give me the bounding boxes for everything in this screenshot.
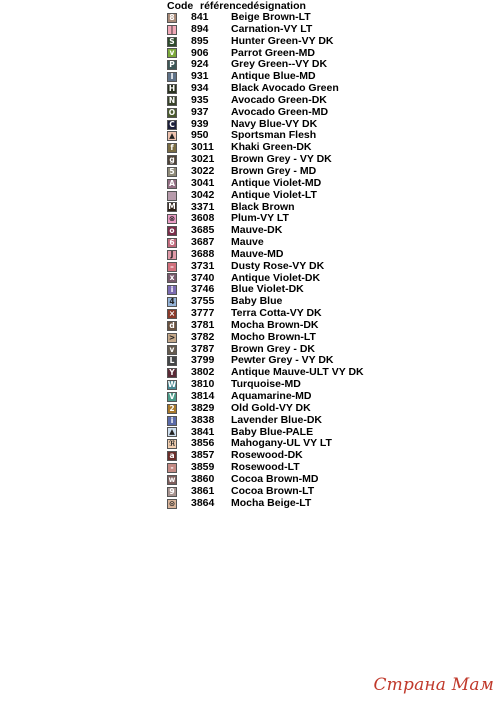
dmc-reference: 3838 xyxy=(191,413,215,426)
color-swatch-icon: 9 xyxy=(167,487,177,497)
color-swatch-icon: S xyxy=(167,37,177,47)
thread-designation: Aquamarine-MD xyxy=(231,390,312,402)
color-swatch-icon: H xyxy=(168,83,176,93)
dmc-reference: 3861 xyxy=(191,484,215,497)
color-swatch-icon: N xyxy=(168,95,176,105)
color-swatch-icon: o xyxy=(167,226,177,236)
dmc-reference: 3799 xyxy=(191,354,215,367)
legend-row xyxy=(165,95,405,107)
thread-designation: Carnation-VY LT xyxy=(231,22,313,35)
thread-designation: Plum-VY LT xyxy=(231,212,289,225)
color-swatch-icon xyxy=(167,191,177,201)
legend-row xyxy=(165,36,405,48)
thread-designation: Baby Blue-PALE xyxy=(231,425,314,438)
thread-designation: Mocha Brown-DK xyxy=(231,318,319,331)
color-swatch-icon: - xyxy=(167,463,177,473)
dmc-reference: 3810 xyxy=(191,378,215,391)
color-swatch-icon: V xyxy=(167,392,177,402)
color-swatch-icon: > xyxy=(168,332,176,342)
dmc-reference: 3746 xyxy=(191,283,215,296)
dmc-reference: 3777 xyxy=(191,307,215,320)
dmc-reference: 3859 xyxy=(191,461,215,474)
color-swatch-icon: ▲ xyxy=(167,427,177,437)
color-swatch-icon: × xyxy=(168,309,176,319)
header-designation: désignation xyxy=(247,0,306,12)
dmc-reference: 3011 xyxy=(191,141,214,154)
dmc-reference: 3371 xyxy=(191,200,215,213)
color-swatch-icon: ⊗ xyxy=(168,214,176,224)
thread-designation: Mauve-MD xyxy=(231,247,284,260)
thread-designation: Rosewood-DK xyxy=(231,449,303,462)
dmc-reference: 935 xyxy=(191,93,209,106)
dmc-reference: 939 xyxy=(191,117,209,130)
thread-designation: Parrot Green-MD xyxy=(231,46,316,59)
color-swatch-icon: w xyxy=(168,474,176,484)
thread-designation: Mauve xyxy=(231,236,264,249)
color-swatch-icon: 5 xyxy=(167,167,177,177)
thread-designation: Mocho Brown-LT xyxy=(231,330,316,343)
color-swatch-icon: 8 xyxy=(167,13,177,23)
thread-designation: Dusty Rose-VY DK xyxy=(231,259,325,272)
thread-designation: Terra Cotta-VY DK xyxy=(231,307,322,320)
thread-designation: Antique Blue-MD xyxy=(231,70,316,83)
color-swatch-icon: W xyxy=(167,380,177,390)
color-swatch-icon: Y xyxy=(167,368,177,378)
legend-row xyxy=(165,415,405,427)
color-swatch-icon: a xyxy=(167,451,177,461)
dmc-reference: 3685 xyxy=(191,224,215,237)
color-swatch-icon: d xyxy=(167,321,177,331)
dmc-reference: 931 xyxy=(191,70,209,83)
dmc-reference: 3687 xyxy=(191,236,215,249)
legend-row xyxy=(165,261,405,273)
thread-designation: Beige Brown-LT xyxy=(231,11,311,23)
color-swatch-icon: A xyxy=(167,179,177,189)
thread-designation: Hunter Green-VY DK xyxy=(231,34,334,47)
color-swatch-icon: i xyxy=(167,416,177,426)
legend-rows xyxy=(165,12,405,509)
dmc-reference: 3841 xyxy=(191,425,215,438)
site-watermark: Страна Мам xyxy=(373,675,494,695)
color-swatch-icon: C xyxy=(167,120,177,130)
thread-designation: Khaki Green-DK xyxy=(231,141,312,154)
dmc-reference: 3782 xyxy=(191,330,215,343)
dmc-reference: 3731 xyxy=(191,259,215,272)
thread-designation: Blue Violet-DK xyxy=(231,283,304,296)
color-swatch-icon: J xyxy=(167,250,177,260)
thread-designation: Turquoise-MD xyxy=(231,378,301,391)
legend-row xyxy=(165,486,405,498)
color-swatch-icon: ⊙ xyxy=(168,498,176,508)
color-swatch-icon: P xyxy=(167,60,177,70)
header-code: Code xyxy=(167,0,194,12)
dmc-reference: 3829 xyxy=(191,401,215,414)
color-swatch-icon: f xyxy=(167,143,177,153)
dmc-reference: 3021 xyxy=(191,153,215,166)
dmc-reference: 3860 xyxy=(191,472,215,485)
color-swatch-icon: v xyxy=(167,345,177,355)
legend-row xyxy=(165,24,405,36)
thread-designation: Grey Green--VY DK xyxy=(231,58,328,71)
dmc-reference: 934 xyxy=(191,82,209,95)
legend-row xyxy=(165,474,405,486)
color-swatch-icon: I xyxy=(167,72,177,82)
header-reference: référence xyxy=(200,0,248,12)
legend-row xyxy=(165,190,405,202)
thread-designation: Mauve-DK xyxy=(231,224,283,237)
color-swatch-icon: 4 xyxy=(167,297,177,307)
thread-designation: Antique Violet-DK xyxy=(231,271,321,284)
dmc-reference: 3022 xyxy=(191,164,215,177)
thread-designation: Lavender Blue-DK xyxy=(231,413,323,426)
dmc-reference: 924 xyxy=(191,58,209,71)
dmc-reference: 3864 xyxy=(191,496,215,509)
dmc-reference: 3857 xyxy=(191,449,215,462)
thread-designation: Mocha Beige-LT xyxy=(231,496,312,509)
legend-row xyxy=(165,249,405,261)
thread-designation: Old Gold-VY DK xyxy=(231,401,311,414)
thread-designation: Mahogany-UL VY LT xyxy=(231,437,332,450)
thread-designation: Baby Blue xyxy=(231,295,283,308)
color-swatch-icon: x xyxy=(167,273,177,283)
thread-designation: Cocoa Brown-LT xyxy=(231,484,315,497)
thread-designation: Antique Violet-LT xyxy=(231,188,317,201)
legend-row xyxy=(165,332,405,344)
thread-designation: Navy Blue-VY DK xyxy=(231,117,318,130)
dmc-reference: 3042 xyxy=(191,188,215,201)
color-swatch-icon: ▲ xyxy=(167,131,177,141)
thread-designation: Pewter Grey - VY DK xyxy=(231,354,334,367)
thread-designation: Avocado Green-DK xyxy=(231,93,327,106)
legend-row xyxy=(165,178,405,190)
dmc-reference: 3740 xyxy=(191,271,215,284)
dmc-reference: 3755 xyxy=(191,295,215,308)
dmc-reference: 894 xyxy=(191,22,209,35)
legend-row xyxy=(165,403,405,415)
color-swatch-icon: O xyxy=(168,107,176,117)
thread-designation: Antique Violet-MD xyxy=(231,176,322,189)
dmc-reference: 906 xyxy=(191,46,209,59)
dmc-reference: 841 xyxy=(191,11,209,23)
thread-designation: Rosewood-LT xyxy=(231,461,300,474)
color-swatch-icon: L xyxy=(167,356,177,366)
thread-designation: Cocoa Brown-MD xyxy=(231,472,319,485)
dmc-reference: 3781 xyxy=(191,318,215,331)
legend-row xyxy=(165,498,405,510)
color-swatch-icon: g xyxy=(167,155,177,165)
legend-row xyxy=(165,320,405,332)
legend-row xyxy=(165,107,405,119)
color-swatch-icon: M xyxy=(168,202,176,212)
dmc-reference: 950 xyxy=(191,129,209,142)
thread-designation: Brown Grey - MD xyxy=(231,164,317,177)
dmc-reference: 3688 xyxy=(191,247,215,260)
thread-designation: Avocado Green-MD xyxy=(231,105,329,118)
thread-designation: Black Brown xyxy=(231,200,295,213)
color-swatch-icon: v xyxy=(167,48,177,58)
dmc-reference: 3608 xyxy=(191,212,215,225)
thread-designation: Antique Mauve-ULT VY DK xyxy=(231,366,364,379)
thread-designation: Brown Grey - DK xyxy=(231,342,316,355)
color-swatch-icon: | xyxy=(167,25,177,35)
dmc-reference: 895 xyxy=(191,34,209,47)
dmc-reference: 3041 xyxy=(191,176,215,189)
thread-designation: Brown Grey - VY DK xyxy=(231,153,332,166)
color-swatch-icon: 2 xyxy=(167,404,177,414)
thread-designation: Sportsman Flesh xyxy=(231,129,317,142)
color-swatch-icon: i xyxy=(167,285,177,295)
dmc-reference: 937 xyxy=(191,105,209,118)
dmc-reference: 3814 xyxy=(191,390,215,402)
color-swatch-icon: 6 xyxy=(167,238,177,248)
dmc-reference: 3856 xyxy=(191,437,215,450)
thread-designation: Black Avocado Green xyxy=(231,82,339,95)
color-swatch-icon: – xyxy=(167,262,177,272)
dmc-reference: 3787 xyxy=(191,342,215,355)
thread-legend xyxy=(165,0,405,509)
color-swatch-icon: ℜ xyxy=(168,439,176,449)
dmc-reference: 3802 xyxy=(191,366,215,379)
